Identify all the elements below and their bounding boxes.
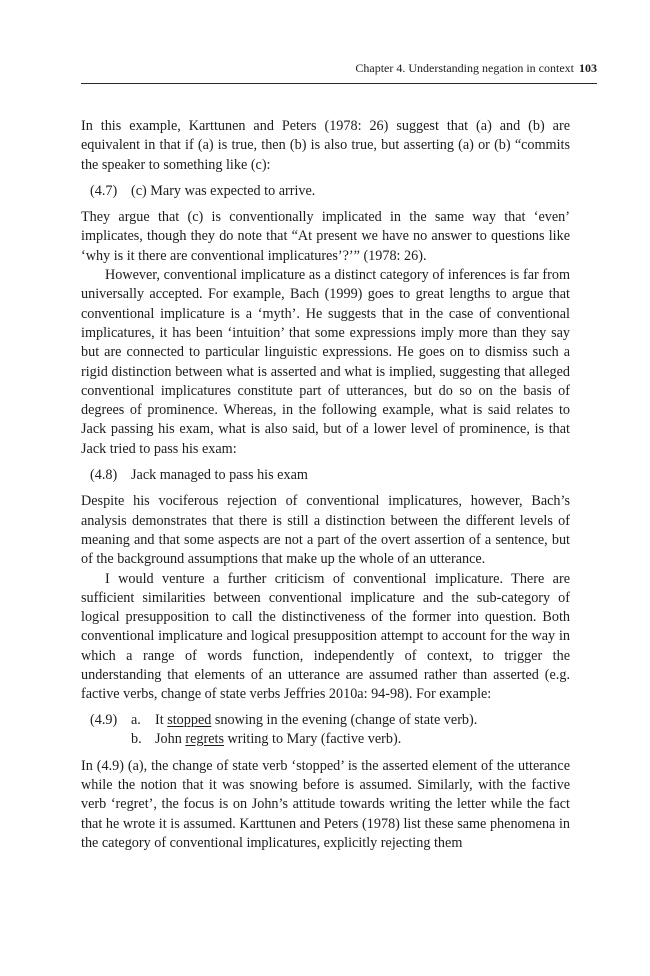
- example-text: Jack managed to pass his exam: [131, 467, 308, 484]
- example-4-9-b: [90, 730, 570, 749]
- paragraph-4: Despite his vociferous rejection of conventional implicatures, however, Bach’s analysis demonstrates that there is still a distinction between the different levels of meaning and that some aspects are not a part of the overt assertion of a sentence, but of the background assumptions that make up the whole of an utterance.: [81, 493, 570, 568]
- example-number: (4.8): [90, 467, 118, 484]
- example-4-7: [90, 182, 570, 201]
- running-head: [355, 61, 597, 75]
- example-text-end: writing to Mary (factive verb).: [223, 730, 402, 747]
- page-header: [81, 61, 597, 84]
- paragraph-2: They argue that (c) is conventionally implicated in the same way that ‘even’ implicates, though they do note that “At present we have no answer to questions like ‘why is it there are conventional implicatures’?’” (1978: 26).: [81, 209, 570, 264]
- example-number-spacer: [90, 730, 131, 749]
- underlined-verb: regrets: [185, 730, 224, 747]
- example-text-start: John: [155, 730, 186, 747]
- paragraph-1: In this example, Karttunen and Peters (1978: 26) suggest that (a) and (b) are equivalent in that if (a) is true, then (b) is also true, but asserting (a) or (b) “commits the speaker to something like (c):: [81, 118, 570, 173]
- example-letter: b.: [131, 730, 142, 747]
- paragraph-5: I would venture a further criticism of conventional implicature. There are sufficient similarities between conventional implicature and the sub-category of logical presupposition to call the distinctiveness of the former into question. Both conventional implicature and logical presupposition attempt to account for the way in which a range of words function, independently of context, to trigger the understanding that elements of an utterance are assumed rather than asserted (e.g. factive verbs, change of state verbs Jeffries 2010a: 94-98). For example:: [81, 570, 570, 703]
- example-text-end: snowing in the evening (change of state verb).: [211, 711, 478, 728]
- example-text: [155, 730, 401, 749]
- example-text: (c) Mary was expected to arrive.: [131, 182, 316, 199]
- paragraph-6: In (4.9) (a), the change of state verb ‘stopped’ is the asserted element of the utterance while the notion that it was snowing before is assumed. Similarly, with the factive verb ‘regret’, the focus is on John’s attitude towards writing the letter while the fact that he wrote it is assumed. Karttunen and Peters (1978) list these same phenomena in the category of conventional implicatures, explicitly rejecting them: [81, 757, 570, 851]
- example-4-9: [81, 711, 570, 749]
- example-4-9-a: [90, 711, 570, 730]
- example-number: (4.7): [90, 182, 118, 199]
- example-4-8: [90, 466, 570, 485]
- example-number: (4.9): [90, 711, 118, 728]
- body-text: [81, 117, 570, 853]
- page-number: 103: [579, 61, 597, 75]
- example-letter: a.: [131, 711, 141, 728]
- chapter-title: Chapter 4. Understanding negation in context: [355, 61, 574, 75]
- example-text-start: It: [155, 711, 168, 728]
- paragraph-3: However, conventional implicature as a distinct category of inferences is far from universally accepted. For example, Bach (1999) goes to great lengths to argue that conventional implicature is a ‘myth’. He suggests that in the case of conventional implicatures, it has been ‘intuition’ that some expressions imply more than they say but are connected to particular linguistic expressions. He goes on to dismiss such a rigid distinction between what is asserted and what is implied, suggesting that alleged conventional implicatures constitute part of utterances, but do so on the basis of degrees of prominence. Whereas, in the following example, what is said relates to Jack passing his exam, what is also said, but of a lower level of prominence, is that Jack tried to pass his exam:: [81, 267, 570, 457]
- underlined-verb: stopped: [167, 711, 212, 728]
- example-text: [155, 711, 477, 730]
